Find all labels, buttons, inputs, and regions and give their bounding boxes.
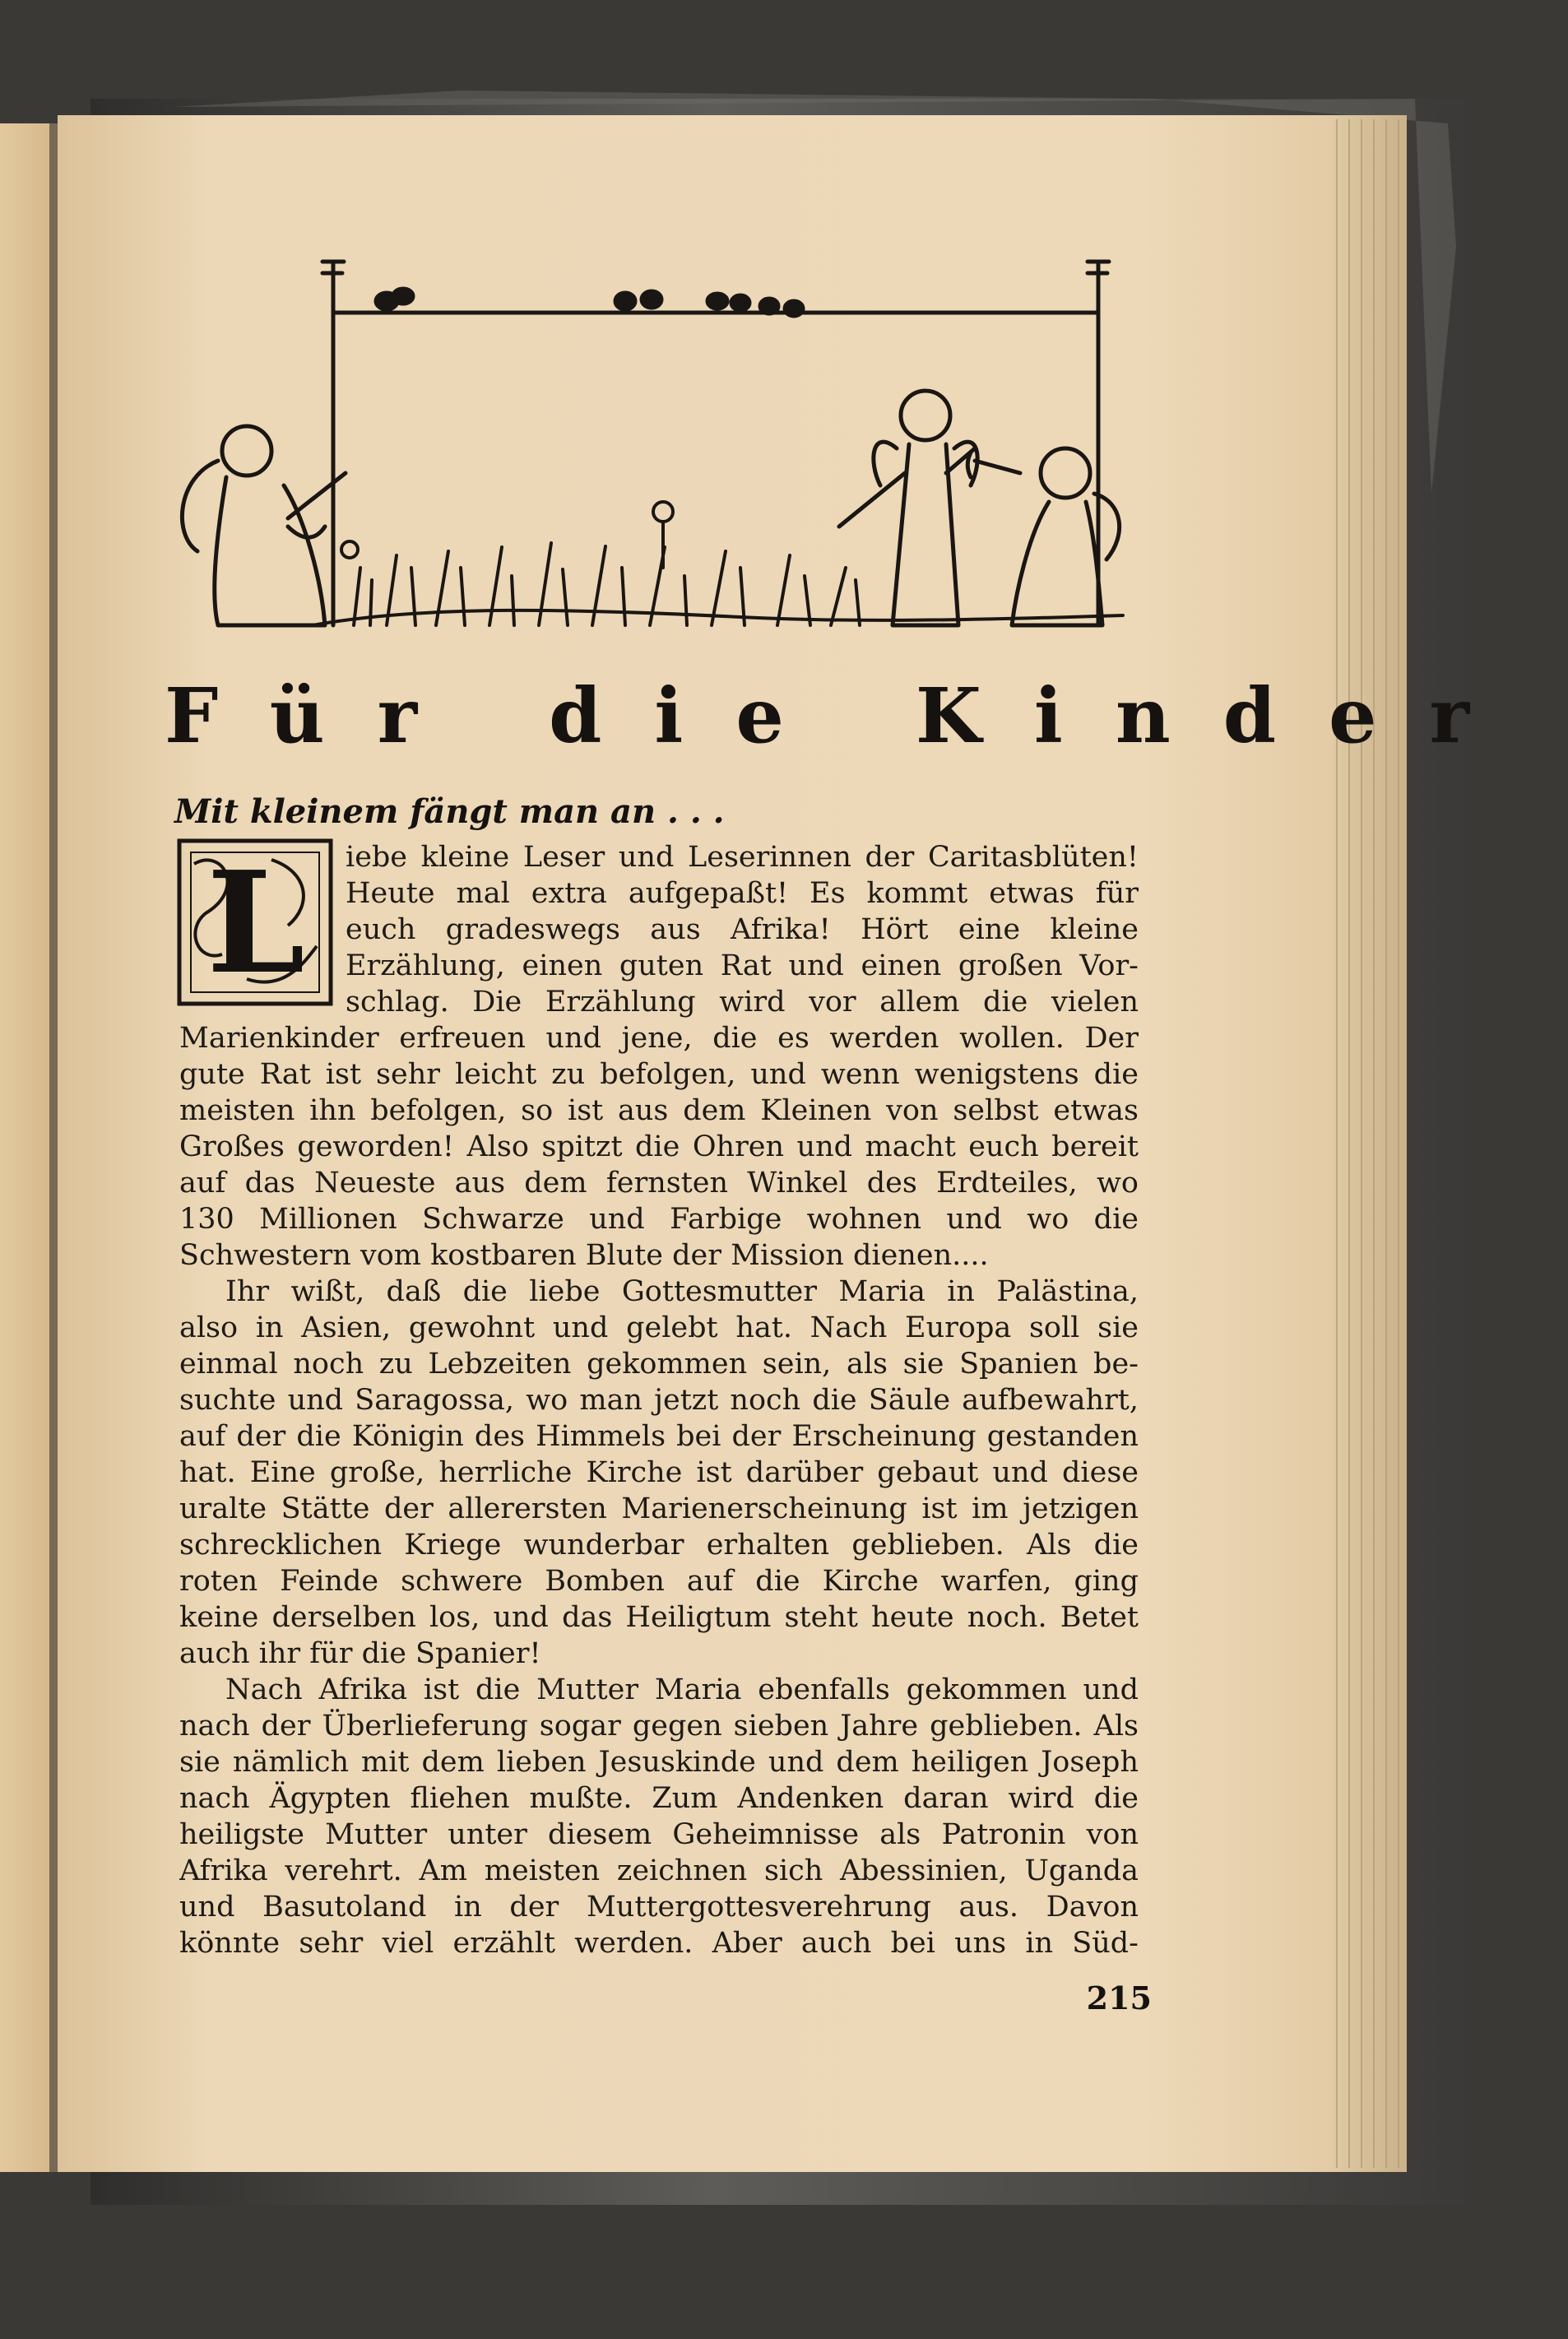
body-line-25: nach der Überlieferung sogar gegen sieben Jahre geblieben. Als bbox=[179, 1710, 1139, 1743]
body-line-6: Marienkinder erfreuen und jene, die es werden wollen. Der bbox=[179, 1022, 1139, 1055]
article-subheading: Mit kleinem fängt man an . . . bbox=[174, 792, 725, 831]
body-line-2: Heute mal extra aufgepaßt! Es kommt etwas für bbox=[346, 877, 1139, 910]
body-line-17: auf der die Königin des Himmels bei der Erscheinung gestanden bbox=[179, 1420, 1139, 1453]
page-heading: Für die Kinder bbox=[165, 671, 1523, 760]
body-line-16: suchte und Saragossa, wo man jetzt noch die Säule aufbewahrt, bbox=[179, 1384, 1139, 1417]
body-line-11: 130 Millionen Schwarze und Farbige wohnen und wo die bbox=[179, 1203, 1139, 1236]
body-line-24: Nach Afrika ist die Mutter Maria ebenfalls gekommen und bbox=[225, 1673, 1139, 1706]
body-line-19: uralte Stätte der allerersten Marienerscheinung ist im jetzigen bbox=[179, 1492, 1139, 1525]
drop-cap: L bbox=[206, 841, 305, 1005]
body-line-23: auch ihr für die Spanier! bbox=[179, 1637, 541, 1670]
body-line-4: Erzählung, einen guten Rat und einen großen Vor- bbox=[346, 949, 1139, 982]
body-line-9: Großes geworden! Also spitzt die Ohren und macht euch bereit bbox=[179, 1130, 1139, 1163]
body-line-30: und Basutoland in der Muttergottesverehrung aus. Davon bbox=[179, 1891, 1139, 1924]
body-line-18: hat. Eine große, herrliche Kirche ist darüber gebaut und diese bbox=[179, 1456, 1139, 1489]
body-line-26: sie nämlich mit dem lieben Jesuskinde und dem heiligen Joseph bbox=[179, 1746, 1139, 1779]
body-line-8: meisten ihn befolgen, so ist aus dem Kleinen von selbst etwas bbox=[179, 1094, 1139, 1127]
body-line-20: schrecklichen Kriege wunderbar erhalten geblieben. Als die bbox=[179, 1529, 1139, 1562]
body-line-7: gute Rat ist sehr leicht zu befolgen, und wenn wenigstens die bbox=[179, 1058, 1139, 1091]
body-line-3: euch gradeswegs aus Afrika! Hört eine kleine bbox=[346, 913, 1139, 946]
body-line-22: keine derselben los, und das Heiligtum steht heute noch. Betet bbox=[179, 1601, 1139, 1634]
body-line-15: einmal noch zu Lebzeiten gekommen sein, als sie Spanien be- bbox=[179, 1348, 1139, 1381]
body-line-27: nach Ägypten fliehen mußte. Zum Andenken daran wird die bbox=[179, 1782, 1139, 1815]
body-line-29: Afrika verehrt. Am meisten zeichnen sich Abessinien, Uganda bbox=[179, 1854, 1139, 1887]
body-line-1: iebe kleine Leser und Leserinnen der Caritasblüten! bbox=[346, 841, 1139, 874]
body-line-28: heiligste Mutter unter diesem Geheimnisse als Patronin von bbox=[179, 1818, 1139, 1851]
body-line-21: roten Feinde schwere Bomben auf die Kirche warfen, ging bbox=[179, 1565, 1139, 1598]
body-line-12: Schwestern vom kostbaren Blute der Mission dienen.... bbox=[179, 1239, 989, 1272]
body-line-31: könnte sehr viel erzählt werden. Aber auch bei uns in Süd- bbox=[179, 1927, 1139, 1960]
body-line-13: Ihr wißt, daß die liebe Gottesmutter Maria in Palästina, bbox=[225, 1275, 1139, 1308]
body-line-5: schlag. Die Erzählung wird vor allem die vielen bbox=[346, 986, 1139, 1019]
body-line-14: also in Asien, gewohnt und gelebt hat. Nach Europa soll sie bbox=[179, 1311, 1139, 1344]
page-number: 215 bbox=[1086, 1979, 1152, 2016]
body-line-10: auf das Neueste aus dem fernsten Winkel des Erdteiles, wo bbox=[179, 1167, 1139, 1200]
